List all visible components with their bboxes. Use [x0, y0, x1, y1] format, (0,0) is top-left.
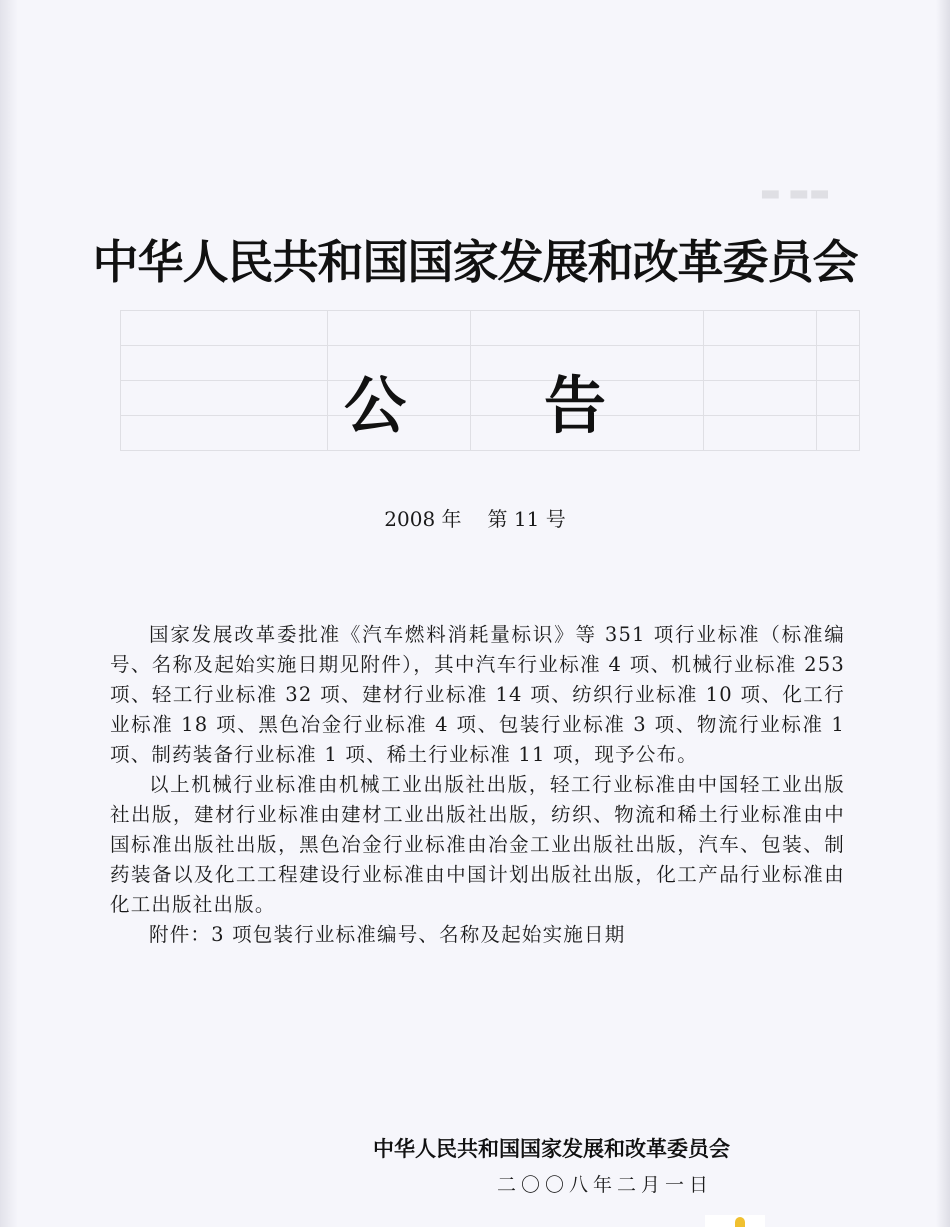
- attachment-line: 附件：3 项包装行业标准编号、名称及起始实施日期: [149, 923, 626, 946]
- document-serial: 第 11 号: [487, 507, 566, 531]
- signature-organization: 中华人民共和国国家发展和改革委员会: [373, 1137, 730, 1161]
- document-number: [0, 503, 950, 532]
- doc-type-char: 公: [343, 369, 406, 442]
- corner-logo-icon: [735, 1217, 745, 1227]
- scan-corner-mark: [705, 1215, 765, 1227]
- document-year: 2008 年: [384, 507, 462, 531]
- page-binding-shadow: [0, 0, 18, 1227]
- doc-type-char: 告: [544, 369, 607, 442]
- bleed-through-heading-shape: ▬▬ ▬: [759, 180, 830, 206]
- issuing-organization-title: 中华人民共和国国家发展和改革委员会: [92, 235, 858, 289]
- document-type-heading: [0, 356, 950, 445]
- body-paragraph: 以上机械行业标准由机械工业出版社出版，轻工行业标准由中国轻工业出版社出版，建材行业标准由建材工业出版社出版，纺织、物流和稀土行业标准由中国标准出版社出版，黑色冶金行业标准由冶金工业出版社出版，汽车、包装、制药装备以及化工工程建设行业标准由中国计划出版社出版，化工产品行业标准由化工出版社出版。: [110, 773, 845, 916]
- announcement-body: [110, 620, 845, 950]
- signature-date: 二〇〇八年二月一日: [497, 1174, 714, 1196]
- page-edge-shadow: [936, 0, 950, 1227]
- body-paragraph: 国家发展改革委批准《汽车燃料消耗量标识》等 351 项行业标准（标准编号、名称及起始实施日期见附件），其中汽车行业标准 4 项、机械行业标准 253 项、轻工行业标准 32 项、建材行业标准 14 项、纺织行业标准 10 项、化工行业标准 18 项、黑色冶金行业标准 4 项、包装行业标准 3 项、物流行业标准 1 项、制药装备行业标准 1 项、稀土行业标准 11 项，现予公布。: [110, 623, 845, 766]
